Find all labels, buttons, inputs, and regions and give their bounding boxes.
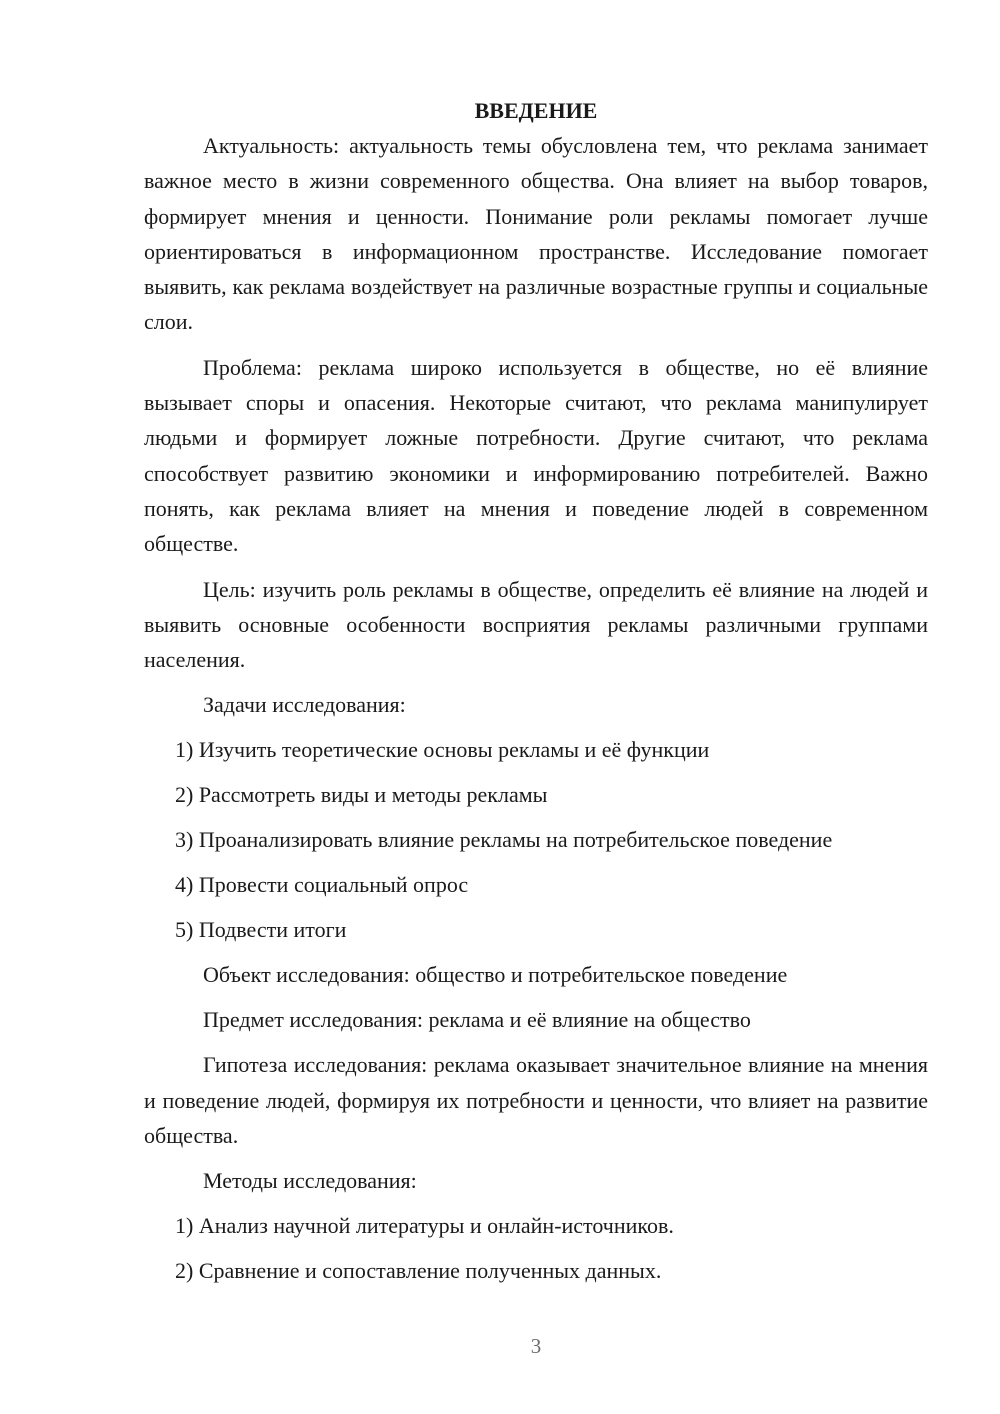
list-item: 4) Провести социальный опрос <box>175 872 469 898</box>
tasks-heading: Задачи исследования: <box>203 692 406 718</box>
list-item: 5) Подвести итоги <box>175 917 347 943</box>
list-item: 3) Проанализировать влияние рекламы на потребительское поведение <box>175 827 833 853</box>
document-page <box>144 96 928 1298</box>
hypothesis-paragraph: Гипотеза исследования: реклама оказывает значительное влияние на мнения и поведение людей, формируя их потребности и ценности, что влияет на развитие общества. <box>144 1052 928 1149</box>
problem-paragraph: Проблема: реклама широко используется в обществе, но её влияние вызывает споры и опасения. Некоторые считают, что реклама манипулирует людьми и формирует ложные потребности. Другие считают, что реклама способствует развитию экономики и информированию потребителей. Важно понять, как реклама влияет на мнения и поведение людей в современном обществе. <box>144 354 928 557</box>
goal-paragraph: Цель: изучить роль рекламы в обществе, определить её влияние на людей и выявить основные особенности восприятия рекламы различными группами населения. <box>144 576 928 673</box>
tasks-list <box>144 732 928 947</box>
methods-heading: Методы исследования: <box>203 1168 417 1194</box>
section-title: ВВЕДЕНИЕ <box>474 98 598 123</box>
methods-list <box>144 1208 928 1288</box>
page-number: 3 <box>530 1334 542 1358</box>
relevance-paragraph: Актуальность: актуальность темы обусловлена тем, что реклама занимает важное место в жизни современного общества. Она влияет на выбор товаров, формирует мнения и ценности. Понимание роли рекламы помогает лучше ориентироваться в информационном пространстве. Исследование помогает выявить, как реклама воздействует на различные возрастные группы и социальные слои. <box>144 133 928 335</box>
list-item: 1) Изучить теоретические основы рекламы и её функции <box>175 737 710 763</box>
list-item: 1) Анализ научной литературы и онлайн-источников. <box>175 1213 674 1239</box>
research-object: Объект исследования: общество и потребительское поведение <box>203 962 788 988</box>
list-item: 2) Сравнение и сопоставление полученных данных. <box>175 1258 662 1284</box>
list-item: 2) Рассмотреть виды и методы рекламы <box>175 782 548 808</box>
research-subject: Предмет исследования: реклама и её влияние на общество <box>203 1007 751 1033</box>
